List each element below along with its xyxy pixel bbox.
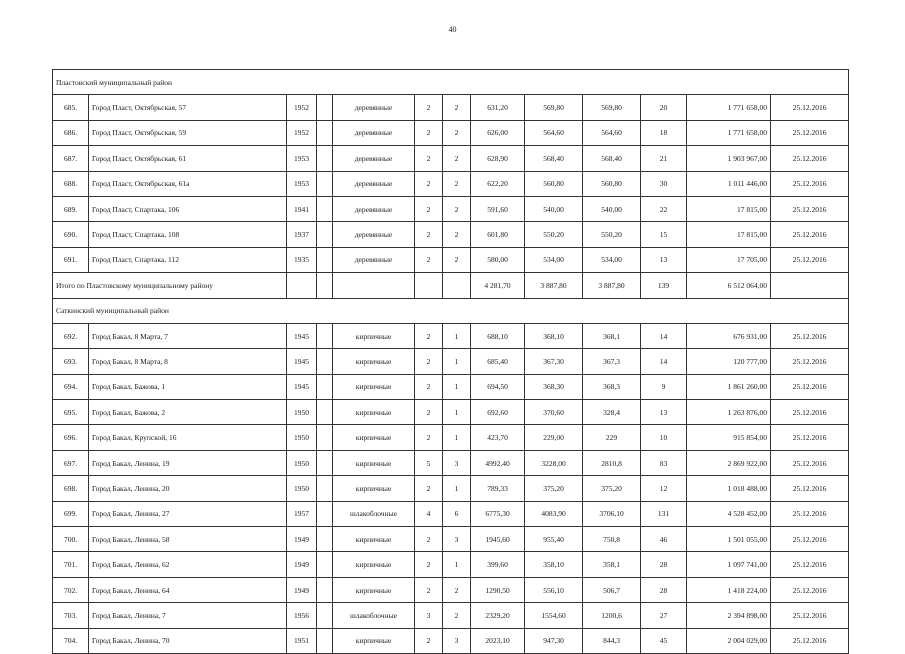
floors-cell: 2 — [415, 196, 443, 221]
table-row — [53, 247, 849, 272]
date-cell: 25.12.2016 — [771, 196, 849, 221]
wall-material-cell: деревянные — [333, 196, 415, 221]
floors-cell: 2 — [415, 425, 443, 450]
entrances-cell: 2 — [443, 222, 471, 247]
entrances-cell: 2 — [443, 577, 471, 602]
residents-cell: 45 — [641, 628, 687, 653]
year-built-cell: 1945 — [287, 349, 317, 374]
row-number-cell: 686. — [53, 120, 89, 145]
empty-cell — [317, 146, 333, 171]
table-row — [53, 374, 849, 399]
date-cell: 25.12.2016 — [771, 450, 849, 475]
empty-cell — [317, 120, 333, 145]
table-row — [53, 476, 849, 501]
empty-cell — [317, 171, 333, 196]
entrances-cell: 6 — [443, 501, 471, 526]
entrances-cell: 2 — [443, 603, 471, 628]
total-area-cell: 694,50 — [471, 374, 525, 399]
living-area-cell: 368,30 — [525, 374, 583, 399]
floors-cell: 2 — [415, 628, 443, 653]
section-title: Саткинский муниципальный район — [53, 298, 849, 323]
page-number: 40 — [448, 25, 457, 34]
empty-cell — [333, 273, 415, 298]
date-cell: 25.12.2016 — [771, 400, 849, 425]
year-built-cell: 1937 — [287, 222, 317, 247]
entrances-cell: 1 — [443, 400, 471, 425]
year-built-cell: 1953 — [287, 146, 317, 171]
cost-cell: 1 903 967,00 — [687, 146, 771, 171]
address-cell: Город Пласт, Октябрьская, 59 — [89, 120, 287, 145]
entrances-cell: 2 — [443, 196, 471, 221]
total-area-cell: 4992,40 — [471, 450, 525, 475]
empty-cell — [317, 273, 333, 298]
wall-material-cell: кирпичные — [333, 425, 415, 450]
wall-material-cell: кирпичные — [333, 476, 415, 501]
floors-cell: 2 — [415, 552, 443, 577]
living-area-cell: 1554,60 — [525, 603, 583, 628]
address-cell: Город Бакал, 8 Марта, 7 — [89, 323, 287, 348]
wall-material-cell: кирпичные — [333, 552, 415, 577]
empty-cell — [317, 374, 333, 399]
cost-cell: 1 418 224,00 — [687, 577, 771, 602]
empty-cell — [317, 247, 333, 272]
resettled-area-cell: 550,20 — [583, 222, 641, 247]
date-cell: 25.12.2016 — [771, 247, 849, 272]
resettled-area-cell: 540,00 — [583, 196, 641, 221]
table-row — [53, 323, 849, 348]
address-cell: Город Бакал, Ленина, 20 — [89, 476, 287, 501]
resettled-area-cell: 750,8 — [583, 527, 641, 552]
table-row — [53, 120, 849, 145]
empty-cell — [317, 577, 333, 602]
floors-cell: 2 — [415, 577, 443, 602]
table-row — [53, 95, 849, 120]
cost-cell: 4 528 452,00 — [687, 501, 771, 526]
entrances-cell: 1 — [443, 476, 471, 501]
empty-cell — [317, 501, 333, 526]
floors-cell: 2 — [415, 171, 443, 196]
date-cell: 25.12.2016 — [771, 552, 849, 577]
entrances-cell: 2 — [443, 171, 471, 196]
entrances-cell: 3 — [443, 628, 471, 653]
resettled-area-cell: 358,1 — [583, 552, 641, 577]
entrances-cell: 2 — [443, 95, 471, 120]
address-cell: Город Бакал, Ленина, 7 — [89, 603, 287, 628]
wall-material-cell: деревянные — [333, 171, 415, 196]
entrances-cell: 2 — [443, 120, 471, 145]
wall-material-cell: кирпичные — [333, 323, 415, 348]
residents-cell: 14 — [641, 349, 687, 374]
table-row — [53, 222, 849, 247]
row-number-cell: 695. — [53, 400, 89, 425]
total-area-cell: 628,90 — [471, 146, 525, 171]
entrances-cell: 3 — [443, 450, 471, 475]
table-row — [53, 577, 849, 602]
cost-cell: 1 097 741,00 — [687, 552, 771, 577]
residents-cell: 28 — [641, 577, 687, 602]
floors-cell: 2 — [415, 527, 443, 552]
resettled-area-cell: 1200,6 — [583, 603, 641, 628]
empty-cell — [317, 425, 333, 450]
wall-material-cell: кирпичные — [333, 628, 415, 653]
address-cell: Город Пласт, Октябрьская, 61 — [89, 146, 287, 171]
table-row — [53, 527, 849, 552]
entrances-cell: 1 — [443, 374, 471, 399]
row-number-cell: 692. — [53, 323, 89, 348]
row-number-cell: 689. — [53, 196, 89, 221]
row-number-cell: 688. — [53, 171, 89, 196]
total-area-cell: 591,60 — [471, 196, 525, 221]
address-cell: Город Бакал, Ленина, 64 — [89, 577, 287, 602]
living-area-cell: 3228,00 — [525, 450, 583, 475]
entrances-cell: 1 — [443, 552, 471, 577]
wall-material-cell: деревянные — [333, 247, 415, 272]
empty-cell — [317, 476, 333, 501]
year-built-cell: 1953 — [287, 171, 317, 196]
cost-cell: 17 705,00 — [687, 247, 771, 272]
entrances-cell: 1 — [443, 425, 471, 450]
empty-cell — [317, 527, 333, 552]
table-row — [53, 450, 849, 475]
date-cell: 25.12.2016 — [771, 222, 849, 247]
resettled-area-cell: 367,3 — [583, 349, 641, 374]
wall-material-cell: кирпичные — [333, 400, 415, 425]
residents-cell: 20 — [641, 95, 687, 120]
empty-cell — [317, 349, 333, 374]
floors-cell: 2 — [415, 349, 443, 374]
address-cell: Город Бакал, Ленина, 62 — [89, 552, 287, 577]
total-area-cell: 1290,50 — [471, 577, 525, 602]
total-area-cell: 622,20 — [471, 171, 525, 196]
wall-material-cell: кирпичные — [333, 374, 415, 399]
total-area-cell: 399,60 — [471, 552, 525, 577]
date-cell: 25.12.2016 — [771, 120, 849, 145]
date-cell: 25.12.2016 — [771, 171, 849, 196]
address-cell: Город Бакал, Ленина, 27 — [89, 501, 287, 526]
cost-cell: 1 771 658,00 — [687, 95, 771, 120]
resettled-area-cell: 844,3 — [583, 628, 641, 653]
date-cell: 25.12.2016 — [771, 527, 849, 552]
living-area-cell: 550,20 — [525, 222, 583, 247]
address-cell: Город Бакал, Бажова, 1 — [89, 374, 287, 399]
empty-cell — [771, 273, 849, 298]
living-area-cell: 540,00 — [525, 196, 583, 221]
resettled-area-cell: 229 — [583, 425, 641, 450]
year-built-cell: 1956 — [287, 603, 317, 628]
living-area-cell: 368,10 — [525, 323, 583, 348]
residents-cell: 15 — [641, 222, 687, 247]
residents-cell: 14 — [641, 323, 687, 348]
row-number-cell: 704. — [53, 628, 89, 653]
floors-cell: 3 — [415, 603, 443, 628]
empty-cell — [317, 628, 333, 653]
wall-material-cell: деревянные — [333, 95, 415, 120]
resettled-area-cell: 368,1 — [583, 323, 641, 348]
floors-cell: 4 — [415, 501, 443, 526]
resettled-area-cell: 560,80 — [583, 171, 641, 196]
row-number-cell: 701. — [53, 552, 89, 577]
date-cell: 25.12.2016 — [771, 95, 849, 120]
wall-material-cell: деревянные — [333, 146, 415, 171]
empty-cell — [287, 273, 317, 298]
wall-material-cell: деревянные — [333, 120, 415, 145]
date-cell: 25.12.2016 — [771, 425, 849, 450]
wall-material-cell: кирпичные — [333, 527, 415, 552]
wall-material-cell: кирпичные — [333, 349, 415, 374]
entrances-cell: 2 — [443, 146, 471, 171]
table-row — [53, 628, 849, 653]
residents-cell: 28 — [641, 552, 687, 577]
cost-cell: 17 815,00 — [687, 222, 771, 247]
total-area-cell: 6775,30 — [471, 501, 525, 526]
entrances-cell: 1 — [443, 323, 471, 348]
resettled-area-cell: 375,20 — [583, 476, 641, 501]
table-row — [53, 349, 849, 374]
date-cell: 25.12.2016 — [771, 577, 849, 602]
residents-cell: 12 — [641, 476, 687, 501]
empty-cell — [317, 323, 333, 348]
residents-cell: 10 — [641, 425, 687, 450]
living-area-cell: 564,60 — [525, 120, 583, 145]
floors-cell: 2 — [415, 95, 443, 120]
year-built-cell: 1950 — [287, 400, 317, 425]
empty-cell — [415, 273, 443, 298]
residents-cell: 13 — [641, 247, 687, 272]
entrances-cell: 3 — [443, 527, 471, 552]
residents-cell: 22 — [641, 196, 687, 221]
resettled-area-cell: 3706,10 — [583, 501, 641, 526]
floors-cell: 2 — [415, 476, 443, 501]
row-number-cell: 685. — [53, 95, 89, 120]
row-number-cell: 696. — [53, 425, 89, 450]
row-number-cell: 697. — [53, 450, 89, 475]
wall-material-cell: кирпичные — [333, 577, 415, 602]
address-cell: Город Бакал, Ленина, 19 — [89, 450, 287, 475]
date-cell: 25.12.2016 — [771, 349, 849, 374]
section-header-row — [53, 298, 849, 323]
residents-cell: 9 — [641, 374, 687, 399]
living-area-cell: 560,80 — [525, 171, 583, 196]
resettled-area-cell: 569,80 — [583, 95, 641, 120]
address-cell: Город Пласт, Спартака, 112 — [89, 247, 287, 272]
date-cell: 25.12.2016 — [771, 476, 849, 501]
address-cell: Город Бакал, Крупской, 16 — [89, 425, 287, 450]
empty-cell — [317, 95, 333, 120]
empty-cell — [443, 273, 471, 298]
address-cell: Город Пласт, Спартака, 108 — [89, 222, 287, 247]
empty-cell — [317, 450, 333, 475]
row-number-cell: 698. — [53, 476, 89, 501]
row-number-cell: 703. — [53, 603, 89, 628]
date-cell: 25.12.2016 — [771, 374, 849, 399]
date-cell: 25.12.2016 — [771, 603, 849, 628]
total-area-cell: 601,80 — [471, 222, 525, 247]
cost-cell: 1 011 446,00 — [687, 171, 771, 196]
resettled-area-sum-cell: 3 887,80 — [583, 273, 641, 298]
entrances-cell: 1 — [443, 349, 471, 374]
date-cell: 25.12.2016 — [771, 628, 849, 653]
year-built-cell: 1949 — [287, 527, 317, 552]
resettled-area-cell: 564,60 — [583, 120, 641, 145]
living-area-cell: 947,30 — [525, 628, 583, 653]
row-number-cell: 691. — [53, 247, 89, 272]
cost-cell: 1 263 876,00 — [687, 400, 771, 425]
resettled-area-cell: 368,3 — [583, 374, 641, 399]
section-header-row — [53, 70, 849, 95]
living-area-cell: 229,00 — [525, 425, 583, 450]
year-built-cell: 1952 — [287, 95, 317, 120]
living-area-cell: 358,10 — [525, 552, 583, 577]
total-area-sum-cell: 4 281,70 — [471, 273, 525, 298]
year-built-cell: 1950 — [287, 476, 317, 501]
cost-cell: 2 869 922,00 — [687, 450, 771, 475]
resettled-area-cell: 534,00 — [583, 247, 641, 272]
cost-cell: 2 394 898,00 — [687, 603, 771, 628]
floors-cell: 2 — [415, 400, 443, 425]
resettled-area-cell: 328,4 — [583, 400, 641, 425]
empty-cell — [317, 603, 333, 628]
total-area-cell: 2329,20 — [471, 603, 525, 628]
living-area-cell: 955,40 — [525, 527, 583, 552]
year-built-cell: 1935 — [287, 247, 317, 272]
table-row — [53, 171, 849, 196]
section-title: Пластовский муниципальный район — [53, 70, 849, 95]
cost-cell: 1 501 055,00 — [687, 527, 771, 552]
living-area-cell: 569,80 — [525, 95, 583, 120]
address-cell: Город Бакал, Бажова, 2 — [89, 400, 287, 425]
floors-cell: 5 — [415, 450, 443, 475]
table-row — [53, 146, 849, 171]
living-area-cell: 367,30 — [525, 349, 583, 374]
table-row — [53, 196, 849, 221]
wall-material-cell: шлакоблочные — [333, 501, 415, 526]
date-cell: 25.12.2016 — [771, 501, 849, 526]
residents-cell: 46 — [641, 527, 687, 552]
empty-cell — [317, 196, 333, 221]
living-area-cell: 375,20 — [525, 476, 583, 501]
table-row — [53, 425, 849, 450]
cost-cell: 1 018 488,00 — [687, 476, 771, 501]
row-number-cell: 693. — [53, 349, 89, 374]
wall-material-cell: деревянные — [333, 222, 415, 247]
living-area-cell: 556,10 — [525, 577, 583, 602]
year-built-cell: 1950 — [287, 450, 317, 475]
row-number-cell: 687. — [53, 146, 89, 171]
residents-cell: 30 — [641, 171, 687, 196]
resettled-area-cell: 568,40 — [583, 146, 641, 171]
table-row — [53, 552, 849, 577]
living-area-cell: 568,40 — [525, 146, 583, 171]
floors-cell: 2 — [415, 323, 443, 348]
wall-material-cell: шлакоблочные — [333, 603, 415, 628]
residents-sum-cell: 139 — [641, 273, 687, 298]
address-cell: Город Бакал, Ленина, 70 — [89, 628, 287, 653]
row-number-cell: 700. — [53, 527, 89, 552]
year-built-cell: 1952 — [287, 120, 317, 145]
total-area-cell: 692,60 — [471, 400, 525, 425]
row-number-cell: 694. — [53, 374, 89, 399]
total-area-cell: 631,20 — [471, 95, 525, 120]
living-area-sum-cell: 3 887,80 — [525, 273, 583, 298]
floors-cell: 2 — [415, 120, 443, 145]
table-row — [53, 501, 849, 526]
total-area-cell: 1945,60 — [471, 527, 525, 552]
year-built-cell: 1950 — [287, 425, 317, 450]
resettled-area-cell: 506,7 — [583, 577, 641, 602]
table-row — [53, 400, 849, 425]
year-built-cell: 1941 — [287, 196, 317, 221]
living-area-cell: 4083,90 — [525, 501, 583, 526]
cost-sum-cell: 6 512 064,00 — [687, 273, 771, 298]
residents-cell: 27 — [641, 603, 687, 628]
total-area-cell: 626,00 — [471, 120, 525, 145]
year-built-cell: 1949 — [287, 577, 317, 602]
cost-cell: 1 771 658,00 — [687, 120, 771, 145]
residents-cell: 131 — [641, 501, 687, 526]
residents-cell: 21 — [641, 146, 687, 171]
floors-cell: 2 — [415, 146, 443, 171]
year-built-cell: 1949 — [287, 552, 317, 577]
row-number-cell: 699. — [53, 501, 89, 526]
address-cell: Город Пласт, Октябрьская, 61а — [89, 171, 287, 196]
empty-cell — [317, 222, 333, 247]
floors-cell: 2 — [415, 374, 443, 399]
total-area-cell: 789,33 — [471, 476, 525, 501]
residents-cell: 18 — [641, 120, 687, 145]
entrances-cell: 2 — [443, 247, 471, 272]
section-total-row — [53, 273, 849, 298]
year-built-cell: 1957 — [287, 501, 317, 526]
wall-material-cell: кирпичные — [333, 450, 415, 475]
floors-cell: 2 — [415, 222, 443, 247]
housing-register-table — [52, 69, 849, 654]
row-number-cell: 690. — [53, 222, 89, 247]
total-area-cell: 2023,10 — [471, 628, 525, 653]
address-cell: Город Бакал, 8 Марта, 8 — [89, 349, 287, 374]
address-cell: Город Пласт, Спартака, 106 — [89, 196, 287, 221]
residents-cell: 83 — [641, 450, 687, 475]
table-row — [53, 603, 849, 628]
year-built-cell: 1945 — [287, 374, 317, 399]
total-area-cell: 580,00 — [471, 247, 525, 272]
date-cell: 25.12.2016 — [771, 323, 849, 348]
cost-cell: 120 777,00 — [687, 349, 771, 374]
residents-cell: 13 — [641, 400, 687, 425]
cost-cell: 915 854,00 — [687, 425, 771, 450]
living-area-cell: 534,00 — [525, 247, 583, 272]
year-built-cell: 1951 — [287, 628, 317, 653]
address-cell: Город Пласт, Октябрьская, 57 — [89, 95, 287, 120]
total-area-cell: 688,10 — [471, 323, 525, 348]
resettled-area-cell: 2810,8 — [583, 450, 641, 475]
cost-cell: 17 815,00 — [687, 196, 771, 221]
date-cell: 25.12.2016 — [771, 146, 849, 171]
cost-cell: 676 931,00 — [687, 323, 771, 348]
empty-cell — [317, 400, 333, 425]
total-area-cell: 685,40 — [471, 349, 525, 374]
year-built-cell: 1945 — [287, 323, 317, 348]
cost-cell: 1 861 260,00 — [687, 374, 771, 399]
total-area-cell: 423,70 — [471, 425, 525, 450]
total-label-cell: Итого по Пластовскому муниципальному району — [53, 273, 287, 298]
floors-cell: 2 — [415, 247, 443, 272]
empty-cell — [317, 552, 333, 577]
address-cell: Город Бакал, Ленина, 58 — [89, 527, 287, 552]
row-number-cell: 702. — [53, 577, 89, 602]
cost-cell: 2 004 029,00 — [687, 628, 771, 653]
living-area-cell: 370,60 — [525, 400, 583, 425]
